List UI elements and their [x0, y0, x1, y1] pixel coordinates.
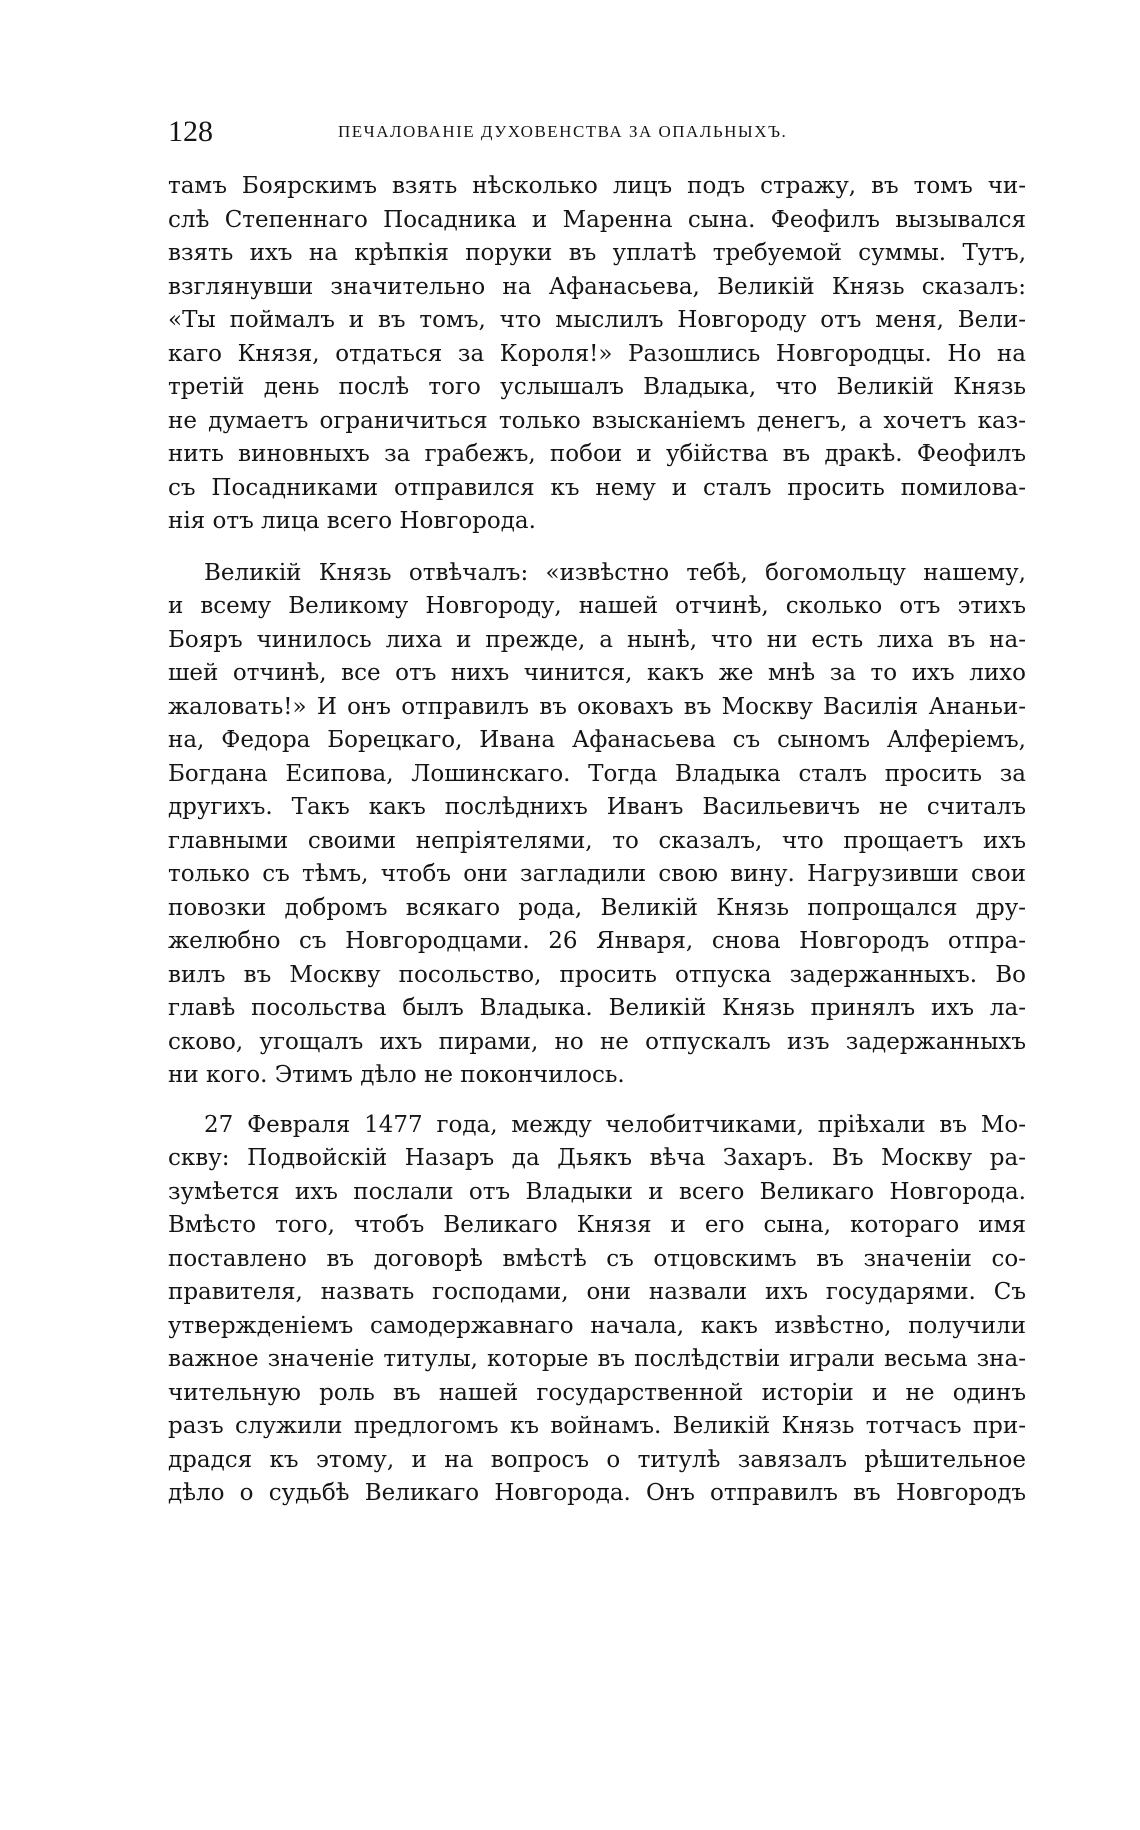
page-number: 128 [168, 115, 213, 148]
text-line: нія отъ лица всего Новгорода. [168, 508, 536, 534]
text-line: шей отчинѣ, все отъ нихъ чинится, какъ же мнѣ за то ихъ лихо [168, 660, 1026, 686]
paragraph-2 [168, 557, 1026, 1093]
text-line: главѣ посольства былъ Владыка. Великій Князь принялъ ихъ ла- [168, 995, 1026, 1021]
text-line: каго Князя, отдаться за Короля!» Разошлись Новгородцы. Но на [168, 340, 1026, 367]
text-line: не думаетъ ограничиться только взысканіемъ денегъ, а хочетъ каз- [168, 407, 1026, 434]
text-line: скву: Подвойскій Назаръ да Дьякъ вѣча Захаръ. Въ Москву ра- [168, 1145, 1026, 1171]
text-line: взглянувши значительно на Афанасьева, Великій Князь сказалъ: [168, 273, 1026, 300]
running-title: ПЕЧАЛОВАНІЕ ДУХОВЕНСТВА ЗА ОПАЛЬНЫХЪ. [338, 122, 788, 141]
text-line: и всему Великому Новгороду, нашей отчинѣ, сколько отъ этихъ [168, 593, 1026, 619]
text-line: важное значеніе титулы, которые въ послѣдствіи играли весьма зна- [168, 1346, 1026, 1372]
text-line: поставлено въ договорѣ вмѣстѣ съ отцовскимъ въ значеніи со- [168, 1245, 1026, 1272]
text-line: жаловать!» И онъ отправилъ въ оковахъ въ Москву Василія Ананьи- [168, 693, 1026, 720]
text-line: зумѣется ихъ послали отъ Владыки и всего Великаго Новгорода. [168, 1178, 1026, 1205]
text-line: сково, угощалъ ихъ пирами, но не отпускалъ изъ задержанныхъ [168, 1028, 1026, 1055]
text-line: повозки добромъ всякаго рода, Великій Князь попрощался дру- [168, 894, 1026, 921]
text-line: Вмѣсто того, чтобъ Великаго Князя и его сына, котораго имя [168, 1212, 1026, 1238]
text-line: ни кого. Этимъ дѣло не покончилось. [168, 1062, 625, 1088]
text-line: дѣло о судьбѣ Великаго Новгорода. Онъ отправилъ въ Новгородъ [168, 1480, 1026, 1506]
text-line: другихъ. Такъ какъ послѣднихъ Иванъ Васильевичъ не считалъ [168, 794, 1026, 820]
paragraph-1 [168, 170, 1026, 539]
text-line: вилъ въ Москву посольство, просить отпуска задержанныхъ. Во [168, 961, 1026, 988]
text-line: 27 Февраля 1477 года, между челобитчиками, пріѣхали въ Мо- [204, 1111, 1026, 1138]
text-line: чительную роль въ нашей государственной исторіи и не одинъ [168, 1379, 1026, 1406]
paragraph-3 [168, 1109, 1026, 1511]
page-header [168, 112, 1028, 152]
text-line: съ Посадниками отправился къ нему и сталъ просить помилова- [168, 474, 1026, 501]
text-line: «Ты поймалъ и въ томъ, что мыслилъ Новгороду отъ меня, Вели- [168, 307, 1026, 333]
text-line: правителя, назвать господами, они назвали ихъ государями. Съ [168, 1279, 1026, 1305]
text-line: разъ служили предлогомъ къ войнамъ. Великій Князь тотчасъ при- [168, 1413, 1026, 1439]
text-line: Богдана Есипова, Лошинскаго. Тогда Владыка сталъ просить за [168, 760, 1026, 787]
text-line: Великій Князь отвѣчалъ: «извѣстно тебѣ, богомольцу нашему, [204, 559, 1026, 586]
text-line: третій день послѣ того услышалъ Владыка, что Великій Князь [168, 374, 1026, 400]
text-line: утвержденіемъ самодержавнаго начала, какъ извѣстно, получили [168, 1312, 1026, 1339]
text-line: слѣ Степеннаго Посадника и Маренна сына. Феофилъ вызывался [168, 206, 1026, 233]
text-line: главными своими непріятелями, то сказалъ, что прощаетъ ихъ [168, 827, 1026, 854]
text-line: Бояръ чинилось лиха и прежде, а нынѣ, что ни есть лиха въ на- [168, 626, 1026, 653]
text-line: взять ихъ на крѣпкія поруки въ уплатѣ требуемой суммы. Тутъ, [168, 240, 1026, 266]
text-line: только съ тѣмъ, чтобъ они загладили свою вину. Нагрузивши свои [168, 861, 1026, 887]
text-line: желюбно съ Новгородцами. 26 Января, снова Новгородъ отпра- [168, 928, 1026, 954]
text-line: тамъ Боярскимъ взять нѣсколько лицъ подъ стражу, въ томъ чи- [168, 173, 1026, 199]
body-text [168, 170, 1026, 1511]
text-line: драдся къ этому, и на вопросъ о титулѣ завязалъ рѣшительное [168, 1446, 1026, 1473]
text-line: нить виновныхъ за грабежъ, побои и убійства въ дракѣ. Феофилъ [168, 441, 1026, 467]
text-line: на, Федора Борецкаго, Ивана Афанасьева съ сыномъ Алферіемъ, [168, 727, 1026, 753]
